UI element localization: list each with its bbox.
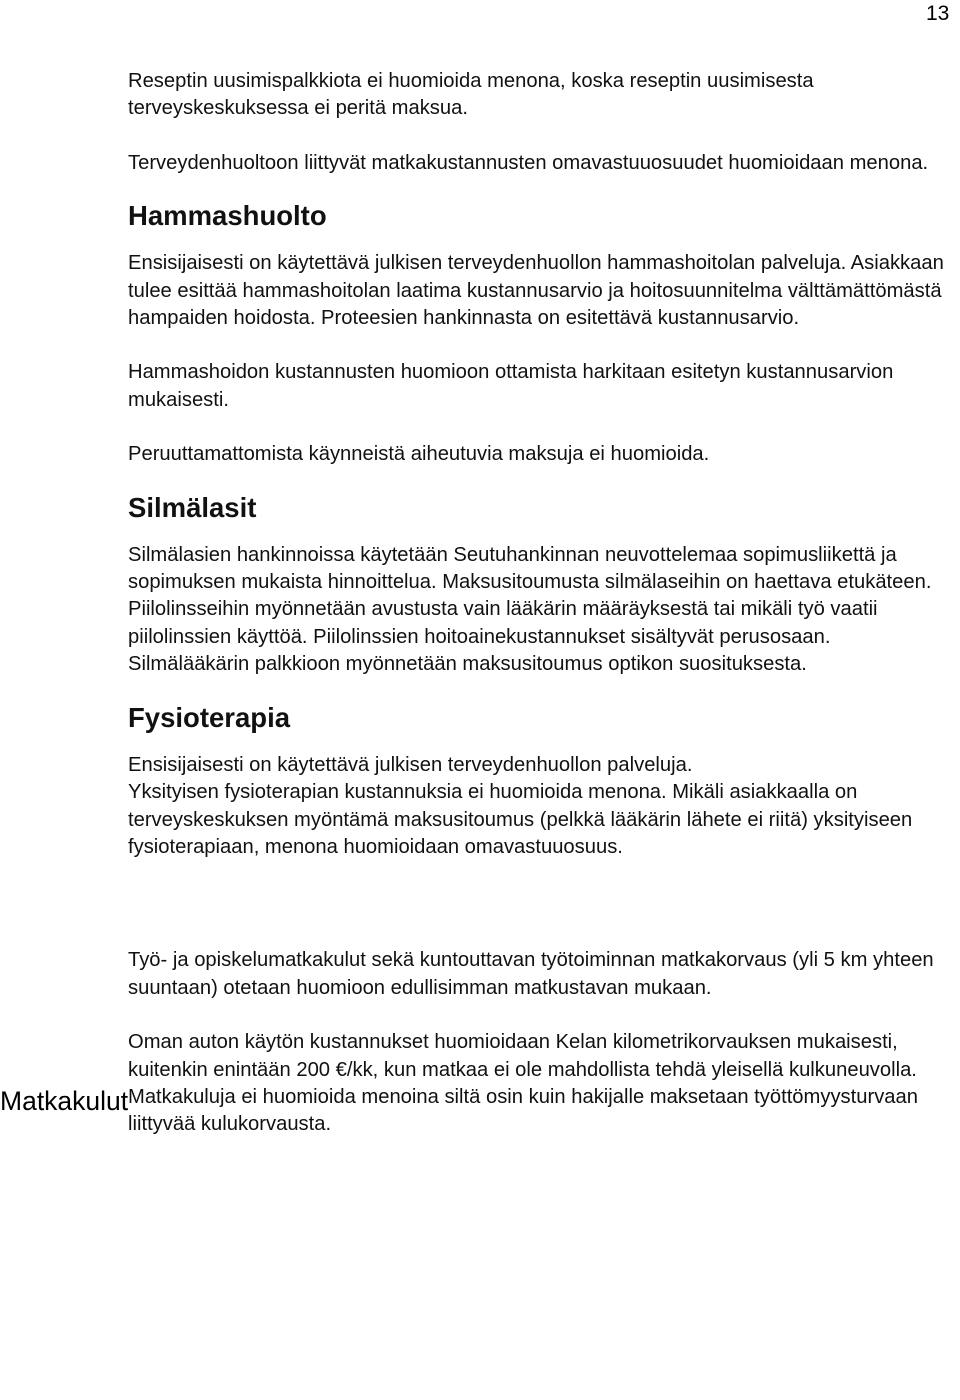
paragraph-travel-costs: Terveydenhuoltoon liittyvät matkakustannusten omavastuuosuudet huomioidaan menona. — [128, 151, 929, 174]
paragraph-public-services: Ensisijaisesti on käytettävä julkisen terveydenhuollon palveluja. — [128, 753, 693, 776]
paragraph-work-study-travel: Työ- ja opiskelumatkakulut sekä kuntouttavan työtoiminnan matkakorvaus (yli 5 km yhteen suuntaan) otetaan huomioon edullisimman matkustavan mukaan. — [128, 949, 934, 999]
paragraph-unemployment-expenses: Matkakuluja ei huomioida menoina siltä osin kuin hakijalle maksetaan työttömyysturvaan liittyvää kulukorvausta. — [128, 1085, 918, 1136]
side-heading-matkakulut: Matkakulut — [0, 1086, 129, 1116]
paragraph-dental-care: Ensisijaisesti on käytettävä julkisen terveydenhuollon hammashoitolan palveluja. Asiakkaan tulee esittää hammashoitolan laatima kustannusarvio ja hoitosuunnitelma välttämättömästä hampaiden hoidosta. Proteesien hankinnasta on esitettävä kustannusarvio. — [128, 252, 944, 330]
paragraph-prescription-renewal: Reseptin uusimispalkkiota ei huomioida menona, koska reseptin uusimisesta terveyskeskuksessa ei peritä maksua. — [128, 70, 814, 120]
document-body — [128, 68, 956, 1139]
heading-fysioterapia: Fysioterapia — [128, 701, 291, 733]
paragraph-dental-costs: Hammashoidon kustannusten huomioon ottamista harkitaan esitetyn kustannusarvion mukaisesti. — [128, 361, 894, 411]
paragraph-private-physiotherapy: Yksityisen fysioterapian kustannuksia ei huomioida menona. Mikäli asiakkaalla on terveyskeskuksen myöntämä maksusitoumus (pelkkä lääkärin lähete ei riitä) yksityiseen fysioterapiaan, menona huomioidaan omavastuuosuus. — [128, 781, 913, 858]
page-number: 13 — [926, 2, 950, 25]
paragraph-cancelled-visits: Peruuttamattomista käynneistä aiheutuvia maksuja ei huomioida. — [128, 443, 710, 466]
paragraph-contact-lenses: Piilolinsseihin myönnetään avustusta vain lääkärin määräyksestä tai mikäli työ vaatii piilolinssien käyttöä. Piilolinssien hoitoainekustannukset sisältyvät perusosaan. — [128, 598, 878, 648]
heading-hammashuolto: Hammashuolto — [128, 200, 327, 232]
paragraph-own-car: Oman auton käytön kustannukset huomioidaan Kelan kilometrikorvauksen mukaisesti, kuitenkin enintään 200 €/kk, kun matkaa ei ole mahdollista tehdä yleisellä kulkuneuvolla. — [128, 1031, 917, 1081]
heading-silmalasit: Silmälasit — [128, 491, 257, 523]
paragraph-ophthalmologist: Silmälääkärin palkkioon myönnetään maksusitoumus optikon suosituksesta. — [128, 653, 807, 676]
paragraph-glasses: Silmälasien hankinnoissa käytetään Seutuhankinnan neuvottelemaa sopimusliikettä ja sopimuksen mukaista hinnoittelua. Maksusitoumusta silmälaseihin on haettava etukäteen. — [128, 543, 932, 594]
